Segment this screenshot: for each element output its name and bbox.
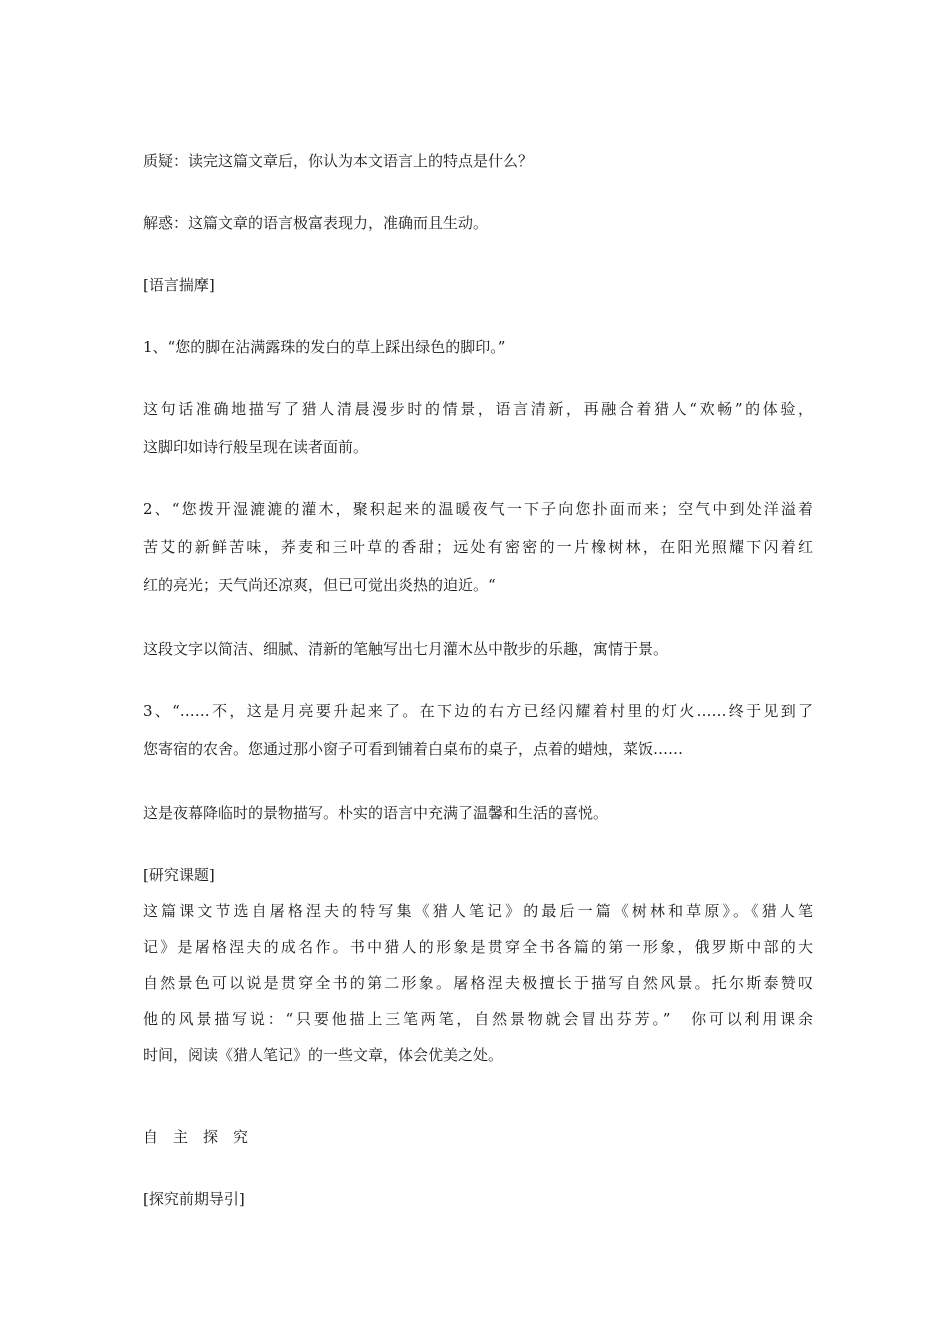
item-2-comment-line: 这段文字以简洁、细腻、清新的笔触写出七月灌木丛中散步的乐趣，寓情于景。 (143, 640, 669, 658)
item-3-quote-line: 3、“……不，这是月亮要升起来了。在下边的右方已经闪耀着村里的灯火……终于见到了 (143, 702, 813, 720)
research-paragraph-line: 他的风景描写说：“只要他描上三笔两笔，自然景物就会冒出芬芳。” 你可以利用课余 (143, 1010, 813, 1028)
answer-line: 解惑：这篇文章的语言极富表现力，准确而且生动。 (143, 214, 489, 232)
section-heading-language: [语言揣摩] (143, 276, 215, 294)
item-2-quote-line: 苦艾的新鲜苦味，荞麦和三叶草的香甜；远处有密密的一片橡树林，在阳光照耀下闪着红 (143, 538, 813, 556)
section-heading-guide: [探究前期导引] (143, 1190, 245, 1208)
item-3-quote-line: 您寄宿的农舍。您通过那小窗子可看到铺着白桌布的桌子，点着的蜡烛，菜饭…… (143, 740, 684, 758)
item-3-comment-line: 这是夜幕降临时的景物描写。朴实的语言中充满了温馨和生活的喜悦。 (143, 804, 609, 822)
section-heading-research: [研究课题] (143, 866, 215, 884)
item-1-quote-line: 1、“您的脚在沾满露珠的发白的草上踩出绿色的脚印。” (143, 338, 506, 356)
item-2-quote-line: 红的亮光；天气尚还凉爽，但已可觉出炎热的迫近。“ (143, 576, 496, 594)
research-paragraph-line: 时间，阅读《猎人笔记》的一些文章，体会优美之处。 (143, 1046, 504, 1064)
research-paragraph-line: 自然景色可以说是贯穿全书的第二形象。屠格涅夫极擅长于描写自然风景。托尔斯泰赞叹 (143, 974, 813, 992)
item-1-comment-line: 这句话准确地描写了猎人清晨漫步时的情景，语言清新，再融合着猎人“欢畅”的体验， (143, 400, 813, 418)
research-paragraph-line: 记》是屠格涅夫的成名作。书中猎人的形象是贯穿全书各篇的第一形象，俄罗斯中部的大 (143, 938, 813, 956)
item-2-quote-line: 2、“您拨开湿漉漉的灌木，聚积起来的温暖夜气一下子向您扑面而来；空气中到处洋溢着 (143, 500, 813, 518)
item-1-comment-line: 这脚印如诗行般呈现在读者面前。 (143, 438, 369, 456)
section-heading-self-inquiry: 自 主 探 究 (143, 1128, 249, 1146)
research-paragraph-line: 这篇课文节选自屠格涅夫的特写集《猎人笔记》的最后一篇《树林和草原》。《猎人笔 (143, 902, 813, 920)
question-line: 质疑：读完这篇文章后，你认为本文语言上的特点是什么？ (143, 152, 534, 170)
